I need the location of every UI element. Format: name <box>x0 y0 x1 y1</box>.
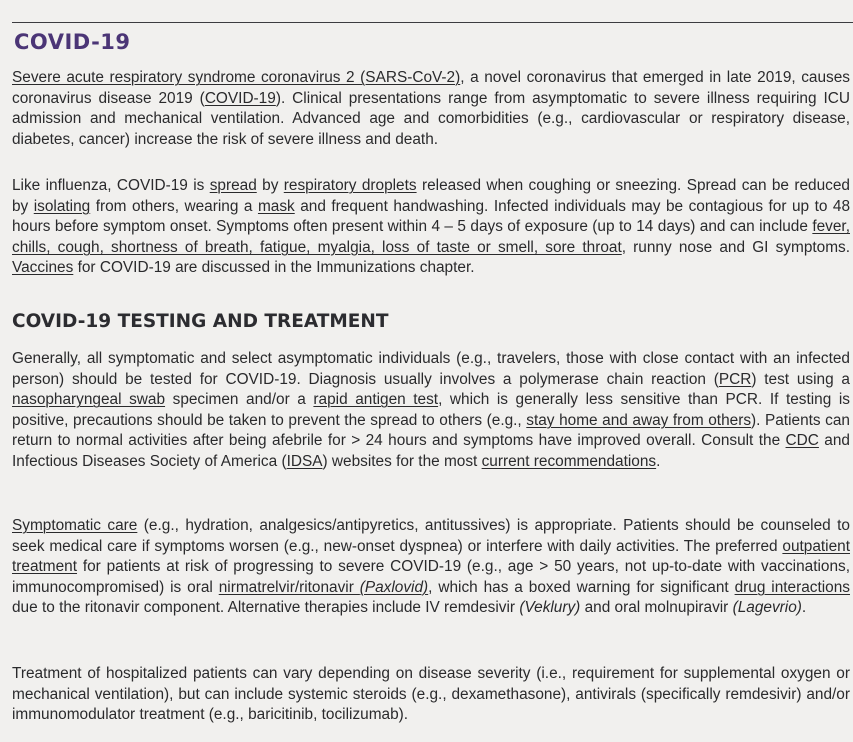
underlined-term: fever, chills, cough, shortness of breath, fatigue, myalgia, loss of taste or smell, sore throat <box>12 218 850 256</box>
underlined-term: Severe acute respiratory syndrome coronavirus 2 (SARS-CoV-2) <box>12 69 461 86</box>
underlined-term: CDC <box>785 432 819 450</box>
underlined-term: nasopharyngeal swab <box>12 391 166 409</box>
underlined-term: rapid antigen test <box>313 391 439 409</box>
underlined-term: current recommendations <box>481 452 657 470</box>
underlined-term: spread <box>209 177 257 194</box>
paragraph-hospitalized: Treatment of hospitalized patients can vary depending on disease severity (i.e., requirement for supplemental oxygen or mechanical ventilation), but can include systemic steroids (e.g., dexamethasone), antivirals (specifically remdesivir) and/or immunomodulator treatment (e.g., baricitinib, tocilizumab). <box>12 665 850 724</box>
underlined-term: IDSA <box>286 452 323 470</box>
paragraph-transmission: Like influenza, COVID-19 is spread by respiratory droplets released when coughing or sneezing. Spread can be reduced by isolating from others, wearing a mask and frequent handwashing. Infected individuals may be contagious for up to 48 hours before symptom onset. Symptoms often present within 4 – 5 days of exposure (up to 14 days) and can include fever, chills, cough, shortness of breath, fatigue, myalgia, loss of taste or smell, sore throat, runny nose and GI symptoms. Vaccines for COVID-19 are discussed in the Immunizations chapter. <box>12 177 851 277</box>
underlined-term: respiratory droplets <box>283 177 417 194</box>
subsection-heading: COVID-19 TESTING AND TREATMENT <box>12 311 389 332</box>
paragraph-testing: Generally, all symptomatic and select asymptomatic individuals (e.g., travelers, those with close contact with an infected person) should be tested for COVID-19. Diagnosis usually involves a polymerase chain reaction (PCR) test using a nasopharyngeal swab specimen and/or a rapid antigen test, which is generally less sensitive than PCR. If testing is positive, precautions should be taken to prevent the spread to others (e.g., stay home and away from others). Patients can return to normal activities after being afebrile for > 24 hours and symptoms have improved overall. Consult the CDC and Infectious Diseases Society of America (IDSA) websites for the most current recommendations. <box>12 350 850 470</box>
section-heading: COVID-19 <box>14 30 131 54</box>
top-rule <box>12 22 853 23</box>
underlined-term: isolating <box>33 197 91 215</box>
paragraph-overview: Severe acute respiratory syndrome coronavirus 2 (SARS-CoV-2), a novel coronavirus that emerged in late 2019, causes coronavirus disease 2019 (COVID-19). Clinical presentations range from asymptomatic to severe illness requiring ICU admission and mechanical ventilation. Advanced age and comorbidities (e.g., cardiovascular or respiratory disease, diabetes, cancer) increase the risk of severe illness and death. <box>12 69 850 148</box>
underlined-term: stay home and away from others <box>526 411 752 429</box>
underlined-term: PCR <box>718 370 752 388</box>
underlined-term: COVID-19 <box>204 89 276 107</box>
paragraph-treatment: Symptomatic care (e.g., hydration, analgesics/antipyretics, antitussives) is appropriate. Patients should be counseled to seek medical care if symptoms worsen (e.g., new-onset dyspnea) or interfere with daily activities. The preferred outpatient treatment for patients at risk of progressing to severe COVID-19 (e.g., age > 50 years, not up-to-date with vaccinations, immunocompromised) is oral nirmatrelvir/ritonavir (Paxlovid), which has a boxed warning for significant drug interactions due to the ritonavir component. Alternative therapies include IV remdesivir (Veklury) and oral molnupiravir (Lagevrio). <box>12 517 850 617</box>
underlined-term: (Paxlovid) <box>359 578 429 596</box>
underlined-term: Symptomatic care <box>12 517 138 534</box>
underlined-term: mask <box>257 197 295 215</box>
underlined-term: drug interactions <box>734 578 850 596</box>
underlined-term: Vaccines <box>12 259 74 277</box>
underlined-term: nirmatrelvir/ritonavir <box>218 578 360 596</box>
underlined-term: outpatient treatment <box>12 537 850 576</box>
